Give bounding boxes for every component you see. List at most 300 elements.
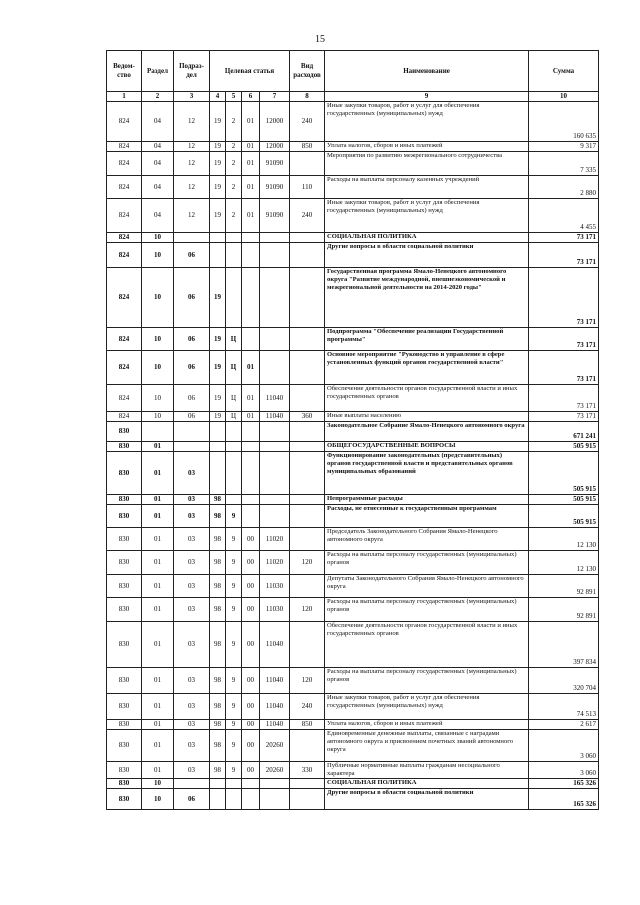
cell-name: Функционирование законодательных (представительных) органов государственной власти и представительных органов муниципальных образований: [325, 452, 529, 495]
cell-measure: [242, 268, 260, 328]
cell-subprogram: [226, 452, 242, 495]
cell-measure: 01: [242, 152, 260, 176]
cell-podrazdel: [174, 233, 210, 243]
cell-razdel: 04: [142, 176, 174, 199]
cell-razdel: 10: [142, 412, 174, 422]
cell-subprogram: [226, 268, 242, 328]
cell-direction: 11040: [260, 668, 290, 694]
cell-subprogram: 9: [226, 575, 242, 598]
cell-program: 98: [210, 720, 226, 730]
cell-direction: 12000: [260, 102, 290, 142]
cell-name: Законодательное Собрание Ямало-Ненецкого автономного округа: [325, 422, 529, 442]
cell-name: СОЦИАЛЬНАЯ ПОЛИТИКА: [325, 779, 529, 789]
cell-razdel: 04: [142, 199, 174, 233]
cell-measure: 00: [242, 551, 260, 575]
cell-expense-type: [290, 779, 325, 789]
cell-razdel: 01: [142, 575, 174, 598]
cell-program: 19: [210, 199, 226, 233]
cell-name: Подпрограмма "Обеспечение реализации Государственной программы": [325, 328, 529, 351]
cell-sum: 73 171: [529, 268, 599, 328]
cell-subprogram: 2: [226, 176, 242, 199]
cell-expense-type: [290, 385, 325, 412]
cell-name: Уплата налогов, сборов и иных платежей: [325, 720, 529, 730]
cell-direction: [260, 779, 290, 789]
cell-razdel: 10: [142, 789, 174, 810]
cell-name: ОБЩЕГОСУДАРСТВЕННЫЕ ВОПРОСЫ: [325, 442, 529, 452]
cell-measure: 01: [242, 142, 260, 152]
cell-program: 19: [210, 385, 226, 412]
table-row: [107, 243, 599, 268]
cell-program: [210, 789, 226, 810]
cell-sum: 12 130: [529, 528, 599, 551]
cell-expense-type: [290, 495, 325, 505]
cell-subprogram: [226, 779, 242, 789]
cell-podrazdel: 03: [174, 668, 210, 694]
cell-sum: 92 891: [529, 575, 599, 598]
header-target-article: Целевая статья: [210, 51, 290, 92]
cell-subprogram: [226, 422, 242, 442]
cell-razdel: 01: [142, 730, 174, 762]
cell-subprogram: [226, 495, 242, 505]
cell-expense-type: 110: [290, 176, 325, 199]
cell-name: Расходы на выплаты персоналу государственных (муниципальных) органов: [325, 598, 529, 622]
cell-name: Мероприятия по развитию межрегионального сотрудничества: [325, 152, 529, 176]
table-row: [107, 622, 599, 668]
header-name: Наименование: [325, 51, 529, 92]
cell-sum: 12 130: [529, 551, 599, 575]
cell-podrazdel: 03: [174, 495, 210, 505]
cell-vedomstvo: 830: [107, 422, 142, 442]
column-number: 2: [142, 92, 174, 102]
table-row: [107, 422, 599, 442]
table-row: [107, 268, 599, 328]
cell-name: СОЦИАЛЬНАЯ ПОЛИТИКА: [325, 233, 529, 243]
cell-expense-type: 240: [290, 694, 325, 720]
header-razdel: Раздел: [142, 51, 174, 92]
cell-program: 19: [210, 102, 226, 142]
column-number: 5: [226, 92, 242, 102]
cell-subprogram: 2: [226, 142, 242, 152]
cell-name: Расходы на выплаты персоналу казенных учреждений: [325, 176, 529, 199]
cell-razdel: 01: [142, 505, 174, 528]
cell-name: Расходы, не отнесенные к государственным программам: [325, 505, 529, 528]
cell-expense-type: [290, 233, 325, 243]
cell-vedomstvo: 824: [107, 142, 142, 152]
cell-subprogram: 2: [226, 199, 242, 233]
cell-measure: 00: [242, 762, 260, 779]
cell-vedomstvo: 824: [107, 328, 142, 351]
cell-razdel: 01: [142, 622, 174, 668]
cell-direction: [260, 452, 290, 495]
cell-podrazdel: 12: [174, 142, 210, 152]
cell-name: Основное мероприятие "Руководство и управление в сфере установленных функций органов государственной власти": [325, 351, 529, 385]
cell-measure: 01: [242, 351, 260, 385]
cell-expense-type: 120: [290, 668, 325, 694]
cell-measure: 00: [242, 694, 260, 720]
cell-measure: 00: [242, 668, 260, 694]
cell-program: 19: [210, 176, 226, 199]
cell-measure: [242, 243, 260, 268]
cell-vedomstvo: 824: [107, 176, 142, 199]
cell-subprogram: 9: [226, 551, 242, 575]
cell-subprogram: 9: [226, 694, 242, 720]
table-row: [107, 789, 599, 810]
cell-direction: [260, 422, 290, 442]
cell-subprogram: Ц: [226, 412, 242, 422]
cell-razdel: 10: [142, 328, 174, 351]
cell-subprogram: 9: [226, 598, 242, 622]
cell-vedomstvo: 830: [107, 622, 142, 668]
table-row: [107, 575, 599, 598]
cell-razdel: 01: [142, 442, 174, 452]
cell-sum: 73 171: [529, 385, 599, 412]
table-row: [107, 152, 599, 176]
cell-podrazdel: 03: [174, 575, 210, 598]
cell-measure: [242, 442, 260, 452]
cell-expense-type: 850: [290, 720, 325, 730]
cell-razdel: 01: [142, 668, 174, 694]
cell-program: 98: [210, 598, 226, 622]
cell-measure: 01: [242, 412, 260, 422]
cell-subprogram: 9: [226, 720, 242, 730]
cell-sum: 73 171: [529, 351, 599, 385]
header-expense-type: Вид расходов: [290, 51, 325, 92]
cell-direction: 12000: [260, 142, 290, 152]
cell-expense-type: [290, 268, 325, 328]
table-row: [107, 779, 599, 789]
cell-expense-type: [290, 575, 325, 598]
column-number: 9: [325, 92, 529, 102]
cell-subprogram: 9: [226, 668, 242, 694]
cell-name: Иные закупки товаров, работ и услуг для обеспечения государственных (муниципальных) нужд: [325, 199, 529, 233]
cell-sum: 73 171: [529, 243, 599, 268]
cell-sum: 160 635: [529, 102, 599, 142]
cell-name: Председатель Законодательного Собрания Ямало-Ненецкого автономного округа: [325, 528, 529, 551]
cell-name: Другие вопросы в области социальной политики: [325, 789, 529, 810]
cell-direction: [260, 495, 290, 505]
cell-vedomstvo: 824: [107, 268, 142, 328]
cell-program: [210, 442, 226, 452]
cell-podrazdel: 03: [174, 452, 210, 495]
cell-podrazdel: 06: [174, 385, 210, 412]
cell-vedomstvo: 824: [107, 412, 142, 422]
cell-name: Депутаты Законодательного Собрания Ямало-Ненецкого автономного округа: [325, 575, 529, 598]
cell-razdel: 01: [142, 551, 174, 575]
cell-direction: 91090: [260, 199, 290, 233]
cell-vedomstvo: 830: [107, 779, 142, 789]
cell-podrazdel: 03: [174, 528, 210, 551]
table-row: [107, 328, 599, 351]
table-row: [107, 495, 599, 505]
cell-direction: 20260: [260, 762, 290, 779]
cell-podrazdel: 06: [174, 789, 210, 810]
cell-vedomstvo: 830: [107, 598, 142, 622]
cell-sum: 505 915: [529, 452, 599, 495]
cell-vedomstvo: 830: [107, 528, 142, 551]
cell-podrazdel: 03: [174, 762, 210, 779]
cell-direction: 20260: [260, 730, 290, 762]
cell-sum: 3 060: [529, 730, 599, 762]
cell-podrazdel: 03: [174, 598, 210, 622]
cell-expense-type: [290, 505, 325, 528]
cell-subprogram: Ц: [226, 351, 242, 385]
cell-name: Иные выплаты населению: [325, 412, 529, 422]
cell-podrazdel: 03: [174, 551, 210, 575]
cell-vedomstvo: 830: [107, 505, 142, 528]
cell-expense-type: 850: [290, 142, 325, 152]
cell-subprogram: 2: [226, 102, 242, 142]
cell-vedomstvo: 830: [107, 452, 142, 495]
cell-vedomstvo: 824: [107, 351, 142, 385]
header-podrazdel: Подраз-дел: [174, 51, 210, 92]
cell-expense-type: [290, 442, 325, 452]
cell-program: 98: [210, 622, 226, 668]
cell-vedomstvo: 830: [107, 551, 142, 575]
cell-program: [210, 233, 226, 243]
cell-expense-type: 360: [290, 412, 325, 422]
cell-vedomstvo: 824: [107, 199, 142, 233]
cell-program: 19: [210, 152, 226, 176]
cell-razdel: 04: [142, 102, 174, 142]
cell-vedomstvo: 830: [107, 789, 142, 810]
cell-name: Единовременные денежные выплаты, связанные с наградами автономного округа и присвоением почетных званий автономного округа: [325, 730, 529, 762]
cell-podrazdel: [174, 442, 210, 452]
cell-name: Расходы на выплаты персоналу государственных (муниципальных) органов: [325, 551, 529, 575]
cell-expense-type: 120: [290, 598, 325, 622]
cell-subprogram: 9: [226, 528, 242, 551]
cell-expense-type: [290, 528, 325, 551]
table-row: [107, 598, 599, 622]
table-row: [107, 199, 599, 233]
cell-expense-type: 240: [290, 199, 325, 233]
cell-razdel: 01: [142, 452, 174, 495]
cell-program: 98: [210, 730, 226, 762]
cell-podrazdel: 06: [174, 412, 210, 422]
table-row: [107, 528, 599, 551]
cell-expense-type: [290, 152, 325, 176]
cell-direction: 91090: [260, 152, 290, 176]
cell-subprogram: 9: [226, 730, 242, 762]
table-row: [107, 505, 599, 528]
cell-podrazdel: 12: [174, 152, 210, 176]
budget-table: [106, 50, 599, 810]
table-row: [107, 452, 599, 495]
cell-program: 98: [210, 762, 226, 779]
header-sum: Сумма: [529, 51, 599, 92]
cell-podrazdel: 06: [174, 243, 210, 268]
table-row: [107, 551, 599, 575]
cell-direction: 11040: [260, 385, 290, 412]
cell-vedomstvo: 824: [107, 385, 142, 412]
table-row: [107, 442, 599, 452]
cell-direction: [260, 442, 290, 452]
cell-expense-type: 330: [290, 762, 325, 779]
cell-program: 98: [210, 495, 226, 505]
table-row: [107, 176, 599, 199]
header-row: [107, 51, 599, 92]
column-number: 1: [107, 92, 142, 102]
cell-podrazdel: 03: [174, 694, 210, 720]
cell-measure: 00: [242, 622, 260, 668]
cell-subprogram: [226, 233, 242, 243]
cell-podrazdel: 06: [174, 328, 210, 351]
table-row: [107, 694, 599, 720]
table-row: [107, 102, 599, 142]
cell-program: 98: [210, 505, 226, 528]
cell-podrazdel: [174, 779, 210, 789]
cell-subprogram: 9: [226, 622, 242, 668]
cell-subprogram: Ц: [226, 328, 242, 351]
column-number: 8: [290, 92, 325, 102]
cell-program: 98: [210, 575, 226, 598]
cell-measure: [242, 422, 260, 442]
cell-sum: 73 171: [529, 328, 599, 351]
cell-measure: 00: [242, 730, 260, 762]
cell-measure: 00: [242, 528, 260, 551]
cell-program: 19: [210, 142, 226, 152]
cell-program: [210, 422, 226, 442]
cell-direction: 11040: [260, 412, 290, 422]
cell-expense-type: [290, 730, 325, 762]
header-vedomstvo: Ведом-ство: [107, 51, 142, 92]
column-number-row: [107, 92, 599, 102]
cell-podrazdel: 06: [174, 351, 210, 385]
cell-program: [210, 243, 226, 268]
cell-expense-type: [290, 789, 325, 810]
cell-razdel: 10: [142, 779, 174, 789]
cell-name: Непрограммные расходы: [325, 495, 529, 505]
cell-direction: 11040: [260, 694, 290, 720]
cell-direction: 11030: [260, 575, 290, 598]
cell-measure: 00: [242, 598, 260, 622]
table-row: [107, 385, 599, 412]
table-row: [107, 412, 599, 422]
column-number: 6: [242, 92, 260, 102]
cell-name: Расходы на выплаты персоналу государственных (муниципальных) органов: [325, 668, 529, 694]
cell-podrazdel: 03: [174, 505, 210, 528]
cell-name: Уплата налогов, сборов и иных платежей: [325, 142, 529, 152]
cell-sum: 74 513: [529, 694, 599, 720]
cell-program: 98: [210, 668, 226, 694]
cell-vedomstvo: 830: [107, 495, 142, 505]
cell-expense-type: [290, 351, 325, 385]
cell-vedomstvo: 830: [107, 762, 142, 779]
cell-sum: 73 171: [529, 233, 599, 243]
cell-razdel: 01: [142, 495, 174, 505]
cell-sum: 4 455: [529, 199, 599, 233]
cell-sum: 9 317: [529, 142, 599, 152]
column-number: 10: [529, 92, 599, 102]
cell-measure: 01: [242, 176, 260, 199]
cell-name: Иные закупки товаров, работ и услуг для обеспечения государственных (муниципальных) нужд: [325, 102, 529, 142]
cell-program: [210, 452, 226, 495]
cell-sum: 2 880: [529, 176, 599, 199]
cell-podrazdel: [174, 422, 210, 442]
table-row: [107, 720, 599, 730]
cell-subprogram: Ц: [226, 385, 242, 412]
cell-vedomstvo: 830: [107, 575, 142, 598]
cell-expense-type: [290, 622, 325, 668]
table-row: [107, 668, 599, 694]
cell-expense-type: [290, 422, 325, 442]
cell-sum: 7 335: [529, 152, 599, 176]
cell-direction: [260, 268, 290, 328]
column-number: 7: [260, 92, 290, 102]
cell-vedomstvo: 830: [107, 668, 142, 694]
cell-vedomstvo: 830: [107, 720, 142, 730]
cell-direction: [260, 505, 290, 528]
cell-direction: 11040: [260, 720, 290, 730]
page-number: 15: [315, 34, 325, 45]
cell-expense-type: [290, 328, 325, 351]
cell-podrazdel: 12: [174, 176, 210, 199]
cell-sum: 165 326: [529, 779, 599, 789]
table-row: [107, 762, 599, 779]
cell-sum: 671 241: [529, 422, 599, 442]
cell-vedomstvo: 830: [107, 694, 142, 720]
table-body: [107, 102, 599, 810]
cell-measure: 01: [242, 199, 260, 233]
cell-expense-type: [290, 452, 325, 495]
cell-razdel: 10: [142, 268, 174, 328]
cell-program: 19: [210, 351, 226, 385]
cell-razdel: 04: [142, 152, 174, 176]
cell-program: 19: [210, 328, 226, 351]
cell-measure: 01: [242, 385, 260, 412]
cell-subprogram: 2: [226, 152, 242, 176]
cell-name: Обеспечение деятельности органов государственной власти и иных государственных органов: [325, 622, 529, 668]
cell-direction: [260, 233, 290, 243]
cell-measure: [242, 328, 260, 351]
cell-podrazdel: 03: [174, 730, 210, 762]
cell-measure: [242, 779, 260, 789]
cell-program: [210, 779, 226, 789]
table-row: [107, 730, 599, 762]
cell-measure: 01: [242, 102, 260, 142]
cell-razdel: 04: [142, 142, 174, 152]
cell-direction: 11040: [260, 622, 290, 668]
cell-direction: 11030: [260, 598, 290, 622]
cell-sum: 320 704: [529, 668, 599, 694]
cell-podrazdel: 03: [174, 622, 210, 668]
cell-subprogram: [226, 442, 242, 452]
cell-sum: 397 834: [529, 622, 599, 668]
cell-sum: 505 915: [529, 442, 599, 452]
cell-sum: 505 915: [529, 505, 599, 528]
cell-measure: [242, 452, 260, 495]
cell-podrazdel: 06: [174, 268, 210, 328]
column-number: 4: [210, 92, 226, 102]
cell-podrazdel: 03: [174, 720, 210, 730]
cell-razdel: 01: [142, 598, 174, 622]
cell-razdel: 10: [142, 385, 174, 412]
cell-program: 98: [210, 551, 226, 575]
cell-razdel: 10: [142, 233, 174, 243]
cell-vedomstvo: 824: [107, 243, 142, 268]
cell-name: Публичные нормативные выплаты гражданам несоциального характера: [325, 762, 529, 779]
cell-subprogram: [226, 789, 242, 810]
cell-direction: 11020: [260, 528, 290, 551]
table-row: [107, 351, 599, 385]
cell-sum: 3 060: [529, 762, 599, 779]
cell-program: 98: [210, 694, 226, 720]
cell-sum: 2 617: [529, 720, 599, 730]
cell-sum: 92 891: [529, 598, 599, 622]
cell-direction: [260, 789, 290, 810]
cell-vedomstvo: 830: [107, 730, 142, 762]
cell-measure: [242, 505, 260, 528]
table-row: [107, 233, 599, 243]
